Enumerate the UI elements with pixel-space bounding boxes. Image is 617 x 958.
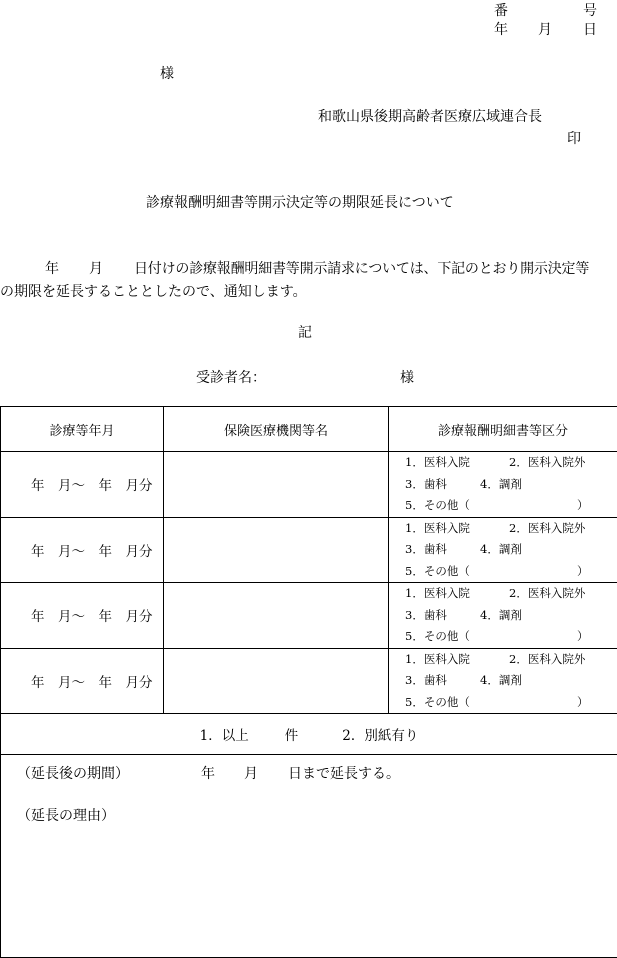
category-cell bbox=[389, 583, 617, 649]
body-month: 月 bbox=[89, 261, 103, 277]
extension-cell bbox=[1, 755, 617, 958]
date-year-label: 年 bbox=[494, 22, 508, 38]
header-institution: 保険医療機関等名 bbox=[164, 407, 389, 452]
category-option: 4．調剤 bbox=[480, 542, 522, 556]
header-period: 診療等年月 bbox=[1, 407, 164, 452]
category-option: 4．調剤 bbox=[480, 476, 522, 491]
summary-option-1: 1．以上 bbox=[199, 728, 249, 744]
extension-year: 年 bbox=[201, 766, 215, 782]
category-option: 2．医科入院外 bbox=[509, 520, 586, 535]
category-option: 1．医科入院 bbox=[405, 586, 470, 600]
extension-period-label: （延長後の期間） bbox=[17, 766, 129, 782]
body-year: 年 bbox=[45, 261, 59, 277]
summary-cell bbox=[1, 714, 617, 755]
category-cell bbox=[389, 517, 617, 583]
body-line1: 日付けの診療報酬明細書等開示請求については、下記のとおり開示決定等 bbox=[134, 261, 590, 277]
category-cell bbox=[389, 648, 617, 714]
header-category: 診療報酬明細書等区分 bbox=[389, 407, 617, 452]
category-option: 3．歯科 bbox=[405, 476, 447, 491]
category-close: ） bbox=[577, 629, 589, 643]
category-option: 5．その他（ bbox=[405, 694, 470, 709]
category-option: 1．医科入院 bbox=[405, 455, 470, 469]
summary-option-2: 2．別紙有り bbox=[342, 728, 419, 744]
date-month-label: 月 bbox=[538, 22, 552, 38]
extension-month: 月 bbox=[244, 766, 258, 782]
period-cell: 年 月〜 年 月分 bbox=[1, 583, 164, 649]
extension-row bbox=[1, 755, 617, 958]
category-cell bbox=[389, 452, 617, 518]
document-title: 診療報酬明細書等開示決定等の期限延長について bbox=[146, 195, 454, 211]
category-option: 5．その他（ bbox=[405, 629, 470, 643]
extension-reason-label: （延長の理由） bbox=[17, 808, 115, 824]
ki-mark: 記 bbox=[298, 325, 312, 341]
category-option: 5．その他（ bbox=[405, 498, 470, 512]
seal-mark: 印 bbox=[567, 131, 581, 147]
category-close: ） bbox=[577, 694, 589, 709]
institution-cell[interactable] bbox=[164, 517, 389, 583]
period-cell: 年 月〜 年 月分 bbox=[1, 517, 164, 583]
patient-sama: 様 bbox=[400, 370, 414, 386]
disclosure-table bbox=[0, 406, 617, 958]
summary-row bbox=[1, 714, 617, 755]
category-option: 2．医科入院外 bbox=[509, 455, 586, 469]
category-option: 2．医科入院外 bbox=[509, 586, 586, 600]
table-row bbox=[1, 452, 617, 518]
category-option: 2．医科入院外 bbox=[509, 651, 586, 666]
body-line2: の期限を延長することとしたので、通知します。 bbox=[0, 284, 307, 300]
addressee-sama: 様 bbox=[160, 66, 174, 82]
number-label: 番 bbox=[494, 3, 508, 19]
number-suffix: 号 bbox=[583, 3, 597, 19]
date-day-label: 日 bbox=[583, 22, 597, 38]
sender-name: 和歌山県後期高齢者医療広域連合長 bbox=[318, 109, 542, 125]
patient-label: 受診者名： bbox=[196, 370, 266, 386]
period-cell: 年 月〜 年 月分 bbox=[1, 648, 164, 714]
table-header-row bbox=[1, 407, 617, 452]
institution-cell[interactable] bbox=[164, 452, 389, 518]
institution-cell[interactable] bbox=[164, 648, 389, 714]
table-row bbox=[1, 517, 617, 583]
table-row bbox=[1, 648, 617, 714]
category-option: 3．歯科 bbox=[405, 607, 447, 622]
category-option: 5．その他（ bbox=[405, 563, 470, 578]
category-close: ） bbox=[577, 563, 589, 578]
category-option: 4．調剤 bbox=[480, 673, 522, 687]
category-option: 1．医科入院 bbox=[405, 651, 470, 666]
institution-cell[interactable] bbox=[164, 583, 389, 649]
category-option: 4．調剤 bbox=[480, 607, 522, 622]
category-option: 3．歯科 bbox=[405, 673, 447, 687]
category-option: 3．歯科 bbox=[405, 542, 447, 556]
category-option: 1．医科入院 bbox=[405, 520, 470, 535]
table-row bbox=[1, 583, 617, 649]
summary-count-label: 件 bbox=[284, 728, 299, 744]
period-cell: 年 月〜 年 月分 bbox=[1, 452, 164, 518]
extension-tail: 日まで延長する。 bbox=[288, 766, 400, 782]
category-close: ） bbox=[577, 498, 589, 512]
